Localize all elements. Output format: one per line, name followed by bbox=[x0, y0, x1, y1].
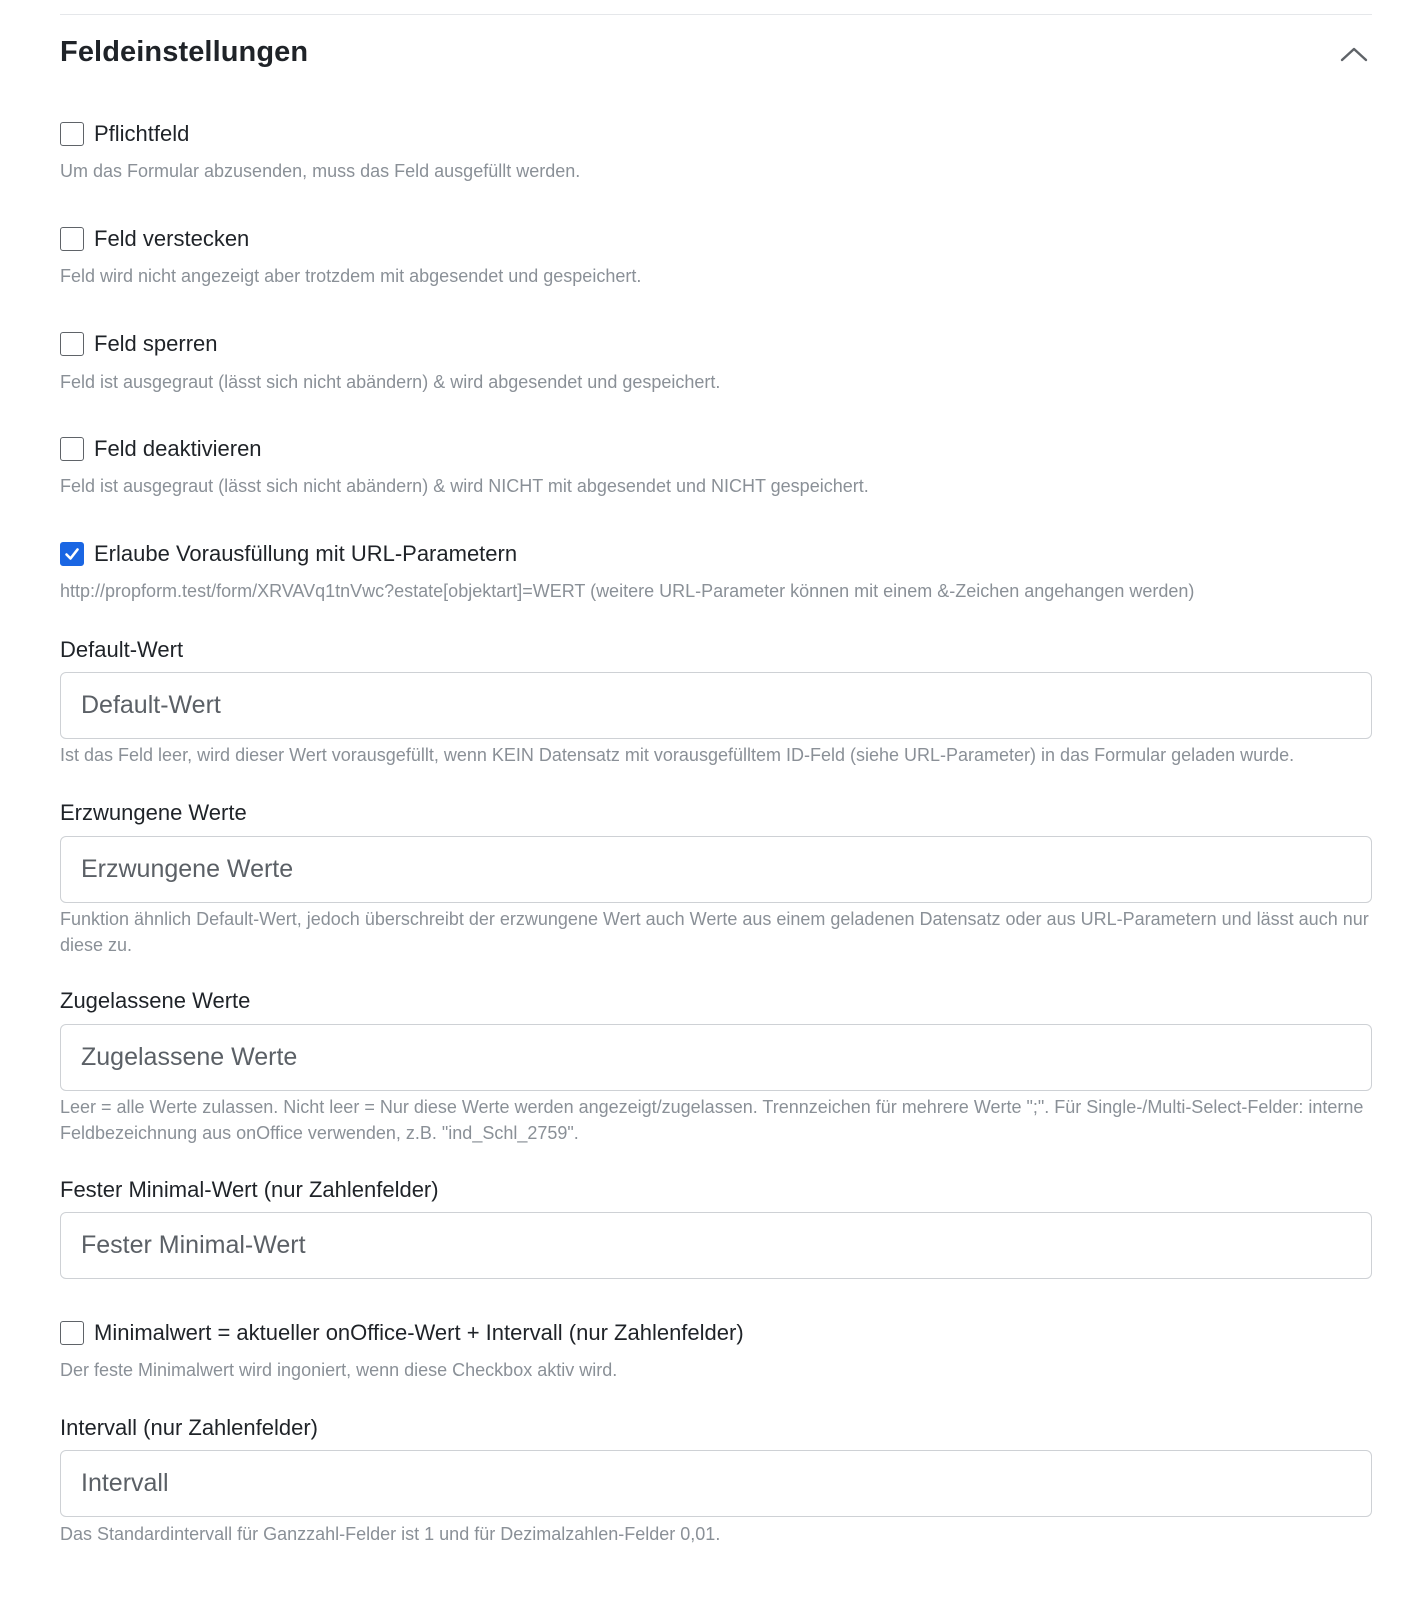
forced-values-label: Erzwungene Werte bbox=[60, 800, 247, 825]
checkmark-icon bbox=[63, 545, 81, 563]
url-prefill-checkbox[interactable] bbox=[60, 542, 84, 566]
required-label: Pflichtfeld bbox=[94, 121, 190, 146]
allowed-values-label: Zugelassene Werte bbox=[60, 988, 251, 1013]
collapse-button[interactable] bbox=[1336, 36, 1372, 72]
default-value-label: Default-Wert bbox=[60, 637, 184, 662]
required-option[interactable] bbox=[60, 119, 189, 149]
section-divider bbox=[60, 14, 1372, 15]
forced-values-input[interactable] bbox=[60, 836, 1372, 903]
interval-help: Das Standardintervall für Ganzzahl-Felder ist 1 und für Dezimalzahlen-Felder 0,01. bbox=[60, 1524, 721, 1544]
lock-label: Feld sperren bbox=[94, 331, 218, 356]
forced-values-help: Funktion ähnlich Default-Wert, jedoch überschreibt der erzwungene Wert auch Werte aus einem geladenen Datensatz oder aus URL-Parametern und lässt auch nur diese zu. bbox=[60, 909, 1369, 955]
hide-label: Feld verstecken bbox=[94, 226, 250, 251]
interval-label: Intervall (nur Zahlenfelder) bbox=[60, 1415, 319, 1440]
section-title: Feldeinstellungen bbox=[60, 36, 309, 68]
lock-checkbox[interactable] bbox=[60, 332, 84, 356]
allowed-values-input[interactable] bbox=[60, 1024, 1372, 1091]
min-dynamic-option[interactable] bbox=[60, 1318, 744, 1348]
allowed-values-help: Leer = alle Werte zulassen. Nicht leer = Nur diese Werte werden angezeigt/zugelassen. Trennzeichen für mehrere Werte ";". Für Single-/Multi-Select-Felder: interne Feldbezeichnung aus onOffice verwenden, z.B. "ind_Schl_2759". bbox=[60, 1097, 1364, 1143]
default-value-help: Ist das Feld leer, wird dieser Wert vorausgefüllt, wenn KEIN Datensatz mit vorausgefülltem ID-Feld (siehe URL-Parameter) in das Formular geladen wurde. bbox=[60, 745, 1295, 765]
hide-help: Feld wird nicht angezeigt aber trotzdem mit abgesendet und gespeichert. bbox=[60, 266, 642, 286]
min-dynamic-help: Der feste Minimalwert wird ingoniert, wenn diese Checkbox aktiv wird. bbox=[60, 1360, 618, 1380]
disable-help: Feld ist ausgegraut (lässt sich nicht abändern) & wird NICHT mit abgesendet und NICHT gespeichert. bbox=[60, 476, 869, 496]
chevron-up-icon bbox=[1339, 45, 1369, 63]
disable-checkbox[interactable] bbox=[60, 437, 84, 461]
min-dynamic-checkbox[interactable] bbox=[60, 1321, 84, 1345]
interval-input[interactable] bbox=[60, 1450, 1372, 1517]
min-fixed-input[interactable] bbox=[60, 1212, 1372, 1279]
disable-option[interactable] bbox=[60, 434, 262, 464]
disable-label: Feld deaktivieren bbox=[94, 436, 262, 461]
lock-option[interactable] bbox=[60, 329, 218, 359]
min-dynamic-label: Minimalwert = aktueller onOffice-Wert + Intervall (nur Zahlenfelder) bbox=[94, 1320, 744, 1345]
required-help: Um das Formular abzusenden, muss das Feld ausgefüllt werden. bbox=[60, 161, 581, 181]
required-checkbox[interactable] bbox=[60, 122, 84, 146]
default-value-input[interactable] bbox=[60, 672, 1372, 739]
url-prefill-label: Erlaube Vorausfüllung mit URL-Parametern bbox=[94, 541, 518, 566]
url-prefill-option[interactable] bbox=[60, 539, 517, 569]
hide-checkbox[interactable] bbox=[60, 227, 84, 251]
hide-option[interactable] bbox=[60, 224, 249, 254]
lock-help: Feld ist ausgegraut (lässt sich nicht abändern) & wird abgesendet und gespeichert. bbox=[60, 372, 721, 392]
section-header[interactable] bbox=[60, 30, 1372, 80]
url-prefill-help: http://propform.test/form/XRVAVq1tnVwc?estate[objektart]=WERT (weitere URL-Parameter können mit einem &-Zeichen angehangen werden) bbox=[60, 581, 1195, 601]
min-fixed-label: Fester Minimal-Wert (nur Zahlenfelder) bbox=[60, 1177, 439, 1202]
